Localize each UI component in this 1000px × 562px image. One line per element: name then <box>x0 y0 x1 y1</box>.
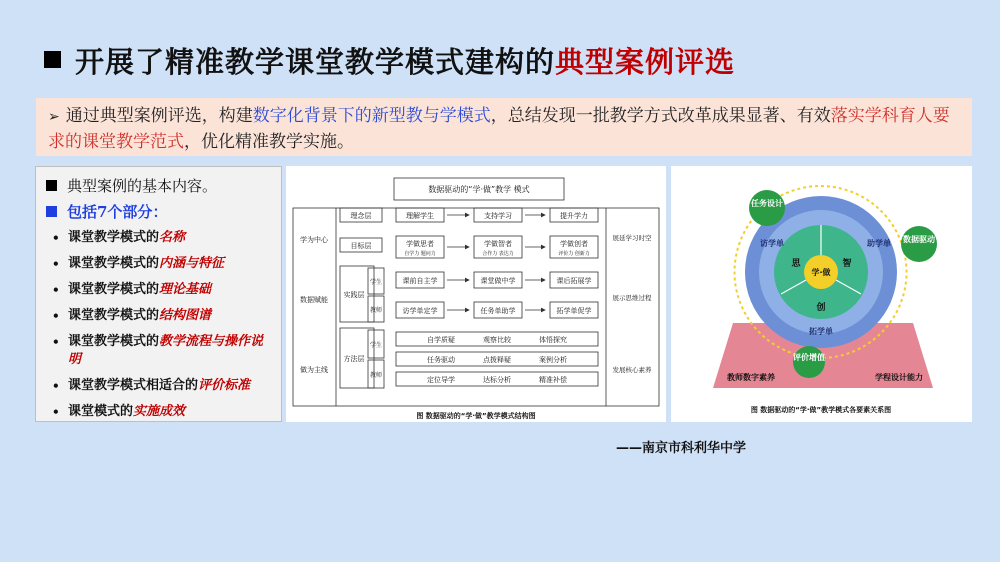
square-bullet-icon <box>46 206 57 217</box>
svg-text:学做思者: 学做思者 <box>406 240 434 248</box>
svg-text:体悟探究: 体悟探究 <box>539 336 567 344</box>
svg-text:数据赋能: 数据赋能 <box>300 296 328 304</box>
svg-text:目标层: 目标层 <box>350 242 372 250</box>
list-item: • 课堂教学模式的理论基础 <box>46 281 273 299</box>
svg-text:评价增值: 评价增值 <box>793 353 825 362</box>
structure-diagram-svg <box>286 166 666 422</box>
relationship-diagram-svg <box>671 166 972 422</box>
svg-text:合作力 表达力: 合作力 表达力 <box>482 251 514 257</box>
square-bullet-icon <box>46 180 57 191</box>
svg-text:案例分析: 案例分析 <box>539 356 567 364</box>
svg-text:任务单助学: 任务单助学 <box>480 307 516 315</box>
svg-text:数据驱动的“学·做”教学 模式: 数据驱动的“学·做”教学 模式 <box>428 185 530 194</box>
svg-text:访学单定学: 访学单定学 <box>402 307 438 315</box>
svg-text:理解学生: 理解学生 <box>406 212 434 220</box>
svg-text:精准补偿: 精准补偿 <box>539 376 567 384</box>
svg-text:学做创者: 学做创者 <box>560 240 588 248</box>
structure-diagram <box>286 166 666 422</box>
svg-text:定位导学: 定位导学 <box>427 376 455 384</box>
svg-text:学做智者: 学做智者 <box>484 240 512 248</box>
source-attribution: ——南京市科利华中学 <box>616 441 747 456</box>
list-item: • 课堂教学模式的内涵与特征 <box>46 255 273 273</box>
svg-text:助学单: 助学单 <box>867 239 891 248</box>
case-content-box <box>35 166 282 422</box>
svg-text:任务驱动: 任务驱动 <box>427 356 455 364</box>
svg-text:观察比较: 观察比较 <box>483 336 511 344</box>
svg-text:展延学习时空: 展延学习时空 <box>612 234 652 242</box>
svg-text:达标分析: 达标分析 <box>483 376 511 384</box>
svg-text:数据驱动: 数据驱动 <box>903 235 935 244</box>
svg-text:课前自主学: 课前自主学 <box>402 277 438 285</box>
list-item: • 课堂模式的实施成效 <box>46 403 273 421</box>
svg-text:教师数字素养: 教师数字素养 <box>727 373 775 382</box>
page-title: 开展了精准教学课堂教学模式建构的典型案例评选 <box>44 40 735 81</box>
svg-text:支持学习: 支持学习 <box>484 212 512 220</box>
svg-text:发展核心素养: 发展核心素养 <box>612 366 652 374</box>
svg-text:智: 智 <box>842 259 852 269</box>
svg-text:课后拓展学: 课后拓展学 <box>556 277 592 285</box>
list-item: • 课堂教学模式的名称 <box>46 229 273 247</box>
svg-text:思: 思 <box>791 259 801 269</box>
list-item: • 课堂教学模式的结构图谱 <box>46 307 273 325</box>
intro-box: ➢ 通过典型案例评选，构建数字化背景下的新型教与学模式，总结发现一批教学方式改革成果显著、有效落实学科育人要求的课堂教学范式，优化精准教学实施。 <box>36 98 972 156</box>
relationship-diagram <box>671 166 972 422</box>
svg-text:学·做: 学·做 <box>811 268 831 277</box>
svg-text:学为中心: 学为中心 <box>300 236 328 244</box>
svg-text:教师: 教师 <box>369 372 383 379</box>
case-heading: 典型案例的基本内容。 <box>46 175 273 197</box>
list-item: • 课堂教学模式的教学流程与操作说明 <box>46 333 273 369</box>
svg-text:自学力 题问力: 自学力 题问力 <box>404 251 436 257</box>
svg-text:教师: 教师 <box>369 307 383 314</box>
list-item: • 课堂教学模式相适合的评价标准 <box>46 377 273 395</box>
square-bullet-icon <box>44 51 61 68</box>
svg-text:实践层: 实践层 <box>343 291 365 299</box>
svg-text:点拨释疑: 点拨释疑 <box>483 356 511 364</box>
svg-text:做为主线: 做为主线 <box>300 366 328 374</box>
svg-text:学生: 学生 <box>369 279 383 286</box>
svg-text:自学质疑: 自学质疑 <box>427 336 455 344</box>
svg-text:拓学单促学: 拓学单促学 <box>556 307 592 315</box>
svg-text:评价力 创新力: 评价力 创新力 <box>558 251 590 257</box>
arrow-bullet-icon: ➢ <box>48 109 60 125</box>
svg-text:任务设计: 任务设计 <box>751 199 783 208</box>
svg-text:图 数据驱动的“学·做”教学模式各要素关系图: 图 数据驱动的“学·做”教学模式各要素关系图 <box>750 406 892 414</box>
svg-text:图 数据驱动的“学·做”教学模式结构图: 图 数据驱动的“学·做”教学模式结构图 <box>416 412 536 420</box>
svg-text:提升学力: 提升学力 <box>560 212 588 220</box>
svg-text:创: 创 <box>816 303 826 313</box>
svg-text:学程设计能力: 学程设计能力 <box>875 373 923 382</box>
case-subheading: 包括7个部分： <box>46 201 273 223</box>
title-highlight: 典型案例评选 <box>555 45 736 79</box>
svg-text:理念层: 理念层 <box>350 212 372 220</box>
svg-text:展示思维过程: 展示思维过程 <box>612 294 652 302</box>
svg-text:学生: 学生 <box>369 342 383 349</box>
parts-list <box>46 229 273 421</box>
svg-text:课堂做中学: 课堂做中学 <box>480 277 516 285</box>
svg-text:拓学单: 拓学单 <box>809 327 833 336</box>
svg-text:方法层: 方法层 <box>343 355 365 363</box>
svg-text:访学单: 访学单 <box>760 239 784 248</box>
